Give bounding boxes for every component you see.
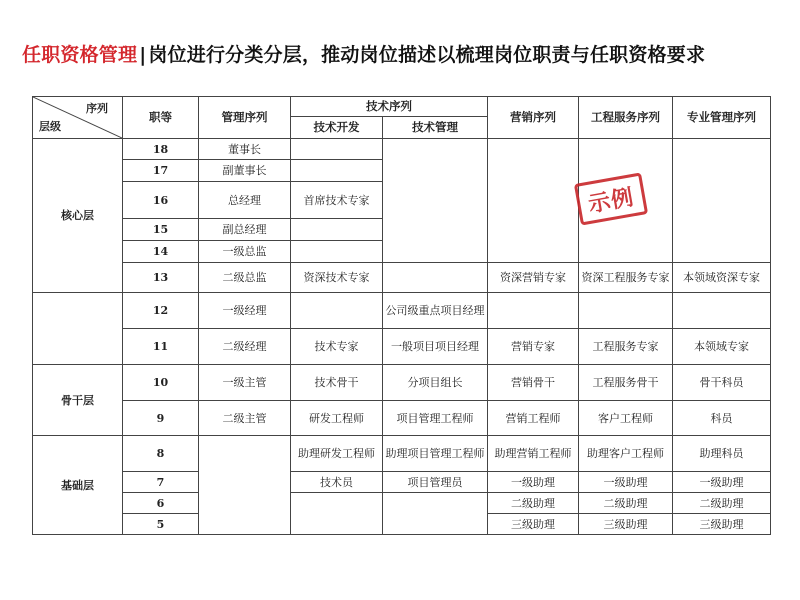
- engineering-service-cell: 工程服务专家: [579, 329, 673, 365]
- marketing-cell: 助理营销工程师: [488, 436, 579, 472]
- management-cell: 一级经理: [199, 293, 291, 329]
- tech-mgmt-cell: 分项目组长: [383, 365, 488, 401]
- engineering-service-cell: 客户工程师: [579, 401, 673, 436]
- management-cell: 董事长: [199, 139, 291, 160]
- tech-dev-cell: 技术员: [291, 472, 383, 493]
- professional-mgmt-cell: [673, 139, 771, 263]
- rank-cell: 8: [123, 436, 199, 472]
- header-professional-mgmt: 专业管理序列: [673, 97, 771, 139]
- management-cell: 总经理: [199, 182, 291, 219]
- job-grade-table: [32, 96, 771, 535]
- tech-dev-cell: 首席技术专家: [291, 182, 383, 219]
- rank-cell: 5: [123, 514, 199, 535]
- professional-mgmt-cell: 助理科员: [673, 436, 771, 472]
- engineering-service-cell: 资深工程服务专家: [579, 263, 673, 293]
- corner-header: [33, 97, 123, 139]
- rank-cell: 17: [123, 160, 199, 182]
- marketing-cell: 二级助理: [488, 493, 579, 514]
- level-backbone: 骨干层: [33, 365, 123, 436]
- header-tech: 技术序列: [291, 97, 488, 117]
- tech-dev-cell: [291, 293, 383, 329]
- management-cell: 副董事长: [199, 160, 291, 182]
- engineering-service-cell: 二级助理: [579, 493, 673, 514]
- header-marketing: 营销序列: [488, 97, 579, 139]
- header-management: 管理序列: [199, 97, 291, 139]
- table-row: [33, 401, 771, 436]
- tech-mgmt-cell: [383, 493, 488, 535]
- marketing-cell: 资深营销专家: [488, 263, 579, 293]
- management-cell: 二级主管: [199, 401, 291, 436]
- marketing-cell: 营销工程师: [488, 401, 579, 436]
- table-row: [33, 329, 771, 365]
- tech-mgmt-cell: 项目管理工程师: [383, 401, 488, 436]
- rank-cell: 13: [123, 263, 199, 293]
- management-cell: [199, 436, 291, 535]
- rank-cell: 16: [123, 182, 199, 219]
- tech-dev-cell: [291, 160, 383, 182]
- tech-mgmt-cell: 项目管理员: [383, 472, 488, 493]
- tech-dev-cell: 助理研发工程师: [291, 436, 383, 472]
- rank-cell: 12: [123, 293, 199, 329]
- professional-mgmt-cell: 本领域专家: [673, 329, 771, 365]
- rank-cell: 15: [123, 219, 199, 241]
- tech-dev-cell: [291, 139, 383, 160]
- engineering-service-cell: 三级助理: [579, 514, 673, 535]
- rank-cell: 10: [123, 365, 199, 401]
- corner-level-label: 层级: [39, 120, 61, 133]
- marketing-cell: 营销骨干: [488, 365, 579, 401]
- tech-dev-cell: 研发工程师: [291, 401, 383, 436]
- rank-cell: 6: [123, 493, 199, 514]
- tech-dev-cell: 技术骨干: [291, 365, 383, 401]
- rank-cell: 7: [123, 472, 199, 493]
- tech-mgmt-cell: [383, 263, 488, 293]
- corner-sequence-label: 序列: [86, 102, 108, 115]
- stamp-text: 示例: [586, 184, 637, 218]
- professional-mgmt-cell: 一级助理: [673, 472, 771, 493]
- tech-dev-cell: 资深技术专家: [291, 263, 383, 293]
- table-row: [33, 493, 771, 514]
- table-row: [33, 365, 771, 401]
- page-title: [22, 40, 705, 67]
- tech-mgmt-cell: 助理项目管理工程师: [383, 436, 488, 472]
- level-blank: [33, 293, 123, 365]
- title-highlight: 任职资格管理: [22, 44, 138, 66]
- professional-mgmt-cell: 科员: [673, 401, 771, 436]
- marketing-cell: 三级助理: [488, 514, 579, 535]
- rank-cell: 11: [123, 329, 199, 365]
- table-row: [33, 436, 771, 472]
- management-cell: 一级主管: [199, 365, 291, 401]
- rank-cell: 9: [123, 401, 199, 436]
- header-tech-mgmt: 技术管理: [383, 117, 488, 139]
- tech-dev-cell: [291, 493, 383, 535]
- professional-mgmt-cell: 三级助理: [673, 514, 771, 535]
- title-text: 岗位进行分类分层，推动岗位描述以梳理岗位职责与任职资格要求: [148, 44, 706, 66]
- table-row: [33, 139, 771, 160]
- tech-dev-cell: [291, 241, 383, 263]
- marketing-cell: 一级助理: [488, 472, 579, 493]
- tech-dev-cell: 技术专家: [291, 329, 383, 365]
- tech-dev-cell: [291, 219, 383, 241]
- tech-mgmt-cell: 公司级重点项目经理: [383, 293, 488, 329]
- professional-mgmt-cell: [673, 293, 771, 329]
- marketing-cell: 营销专家: [488, 329, 579, 365]
- engineering-service-cell: 工程服务骨干: [579, 365, 673, 401]
- tech-mgmt-cell: [383, 139, 488, 263]
- engineering-service-cell: 一级助理: [579, 472, 673, 493]
- table-row: [33, 263, 771, 293]
- table-row: [33, 472, 771, 493]
- management-cell: 一级总监: [199, 241, 291, 263]
- engineering-service-cell: [579, 293, 673, 329]
- rank-cell: 18: [123, 139, 199, 160]
- header-rank: 职等: [123, 97, 199, 139]
- professional-mgmt-cell: 本领域资深专家: [673, 263, 771, 293]
- management-cell: 二级总监: [199, 263, 291, 293]
- tech-mgmt-cell: 一般项目项目经理: [383, 329, 488, 365]
- marketing-cell: [488, 293, 579, 329]
- professional-mgmt-cell: 二级助理: [673, 493, 771, 514]
- professional-mgmt-cell: 骨干科员: [673, 365, 771, 401]
- marketing-cell: [488, 139, 579, 263]
- table-row: [33, 293, 771, 329]
- rank-cell: 14: [123, 241, 199, 263]
- management-cell: 副总经理: [199, 219, 291, 241]
- level-core: 核心层: [33, 139, 123, 293]
- header-engineering-service: 工程服务序列: [579, 97, 673, 139]
- title-separator: |: [139, 44, 147, 66]
- engineering-service-cell: 助理客户工程师: [579, 436, 673, 472]
- header-tech-dev: 技术开发: [291, 117, 383, 139]
- management-cell: 二级经理: [199, 329, 291, 365]
- level-base: 基础层: [33, 436, 123, 535]
